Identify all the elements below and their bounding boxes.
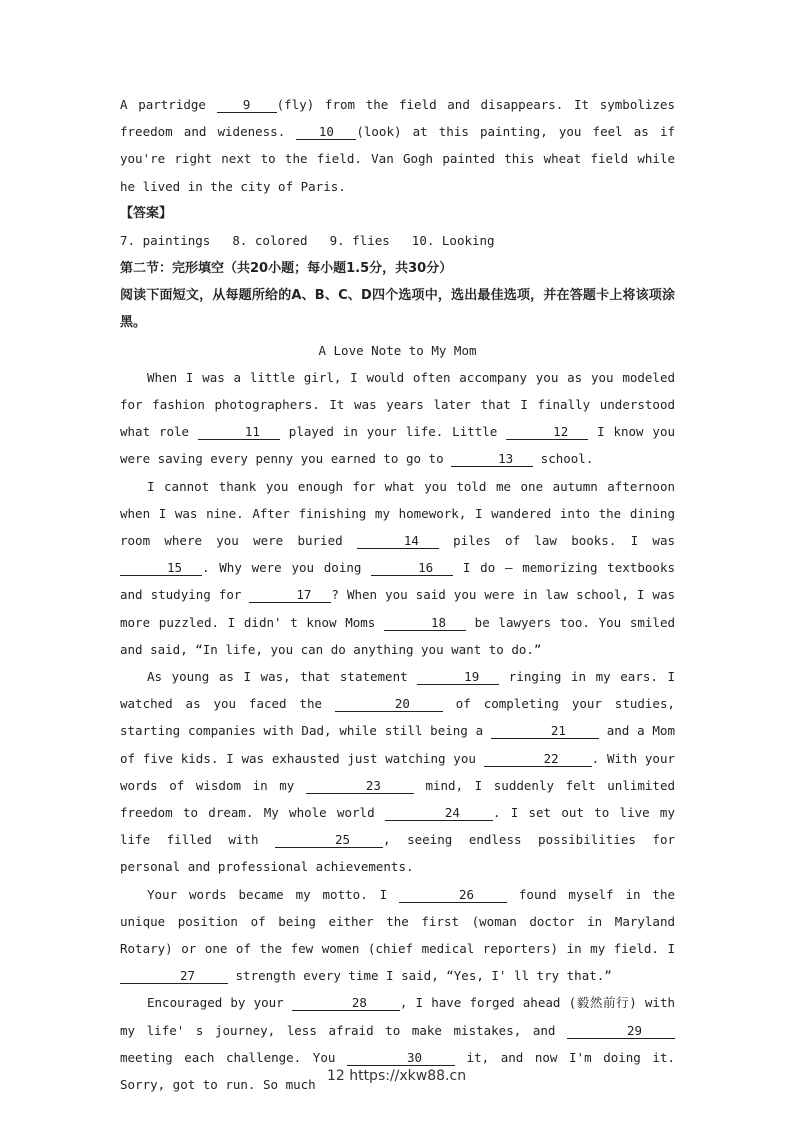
text-run: played in your life. Little <box>279 424 507 440</box>
blank-11: 11 <box>198 425 280 440</box>
answer-list <box>120 227 675 254</box>
text-run: it, and now I'm doing it. Sorry, got to run. So much <box>120 1049 676 1093</box>
cloze-section <box>120 255 675 1098</box>
text-run: . I set out to live my life filled with <box>120 805 675 848</box>
text-run: , seeing endless possibilities for personal and professional achievements. <box>120 832 676 875</box>
blank-23: 23 <box>306 779 414 794</box>
answer-item: 10. Looking <box>411 233 495 249</box>
blank-15: 15 <box>120 561 202 576</box>
blank-17: 17 <box>249 588 331 603</box>
text-run: When I was a little girl, I would often accompany you as you modeled for fashion photographers. It was years later that I finally understood what role <box>120 369 675 440</box>
passage-top <box>120 91 675 254</box>
blank-9: 9 <box>217 98 277 113</box>
essay-paragraph-3 <box>120 663 675 881</box>
blank-10: 10 <box>296 125 356 140</box>
section-instruction: 阅读下面短文，从每题所给的A、B、C、D四个选项中，选出最佳选项，并在答题卡上将该项涂黑。 <box>120 288 675 331</box>
text-run: school. <box>533 451 594 467</box>
essay-title: A Love Note to My Mom <box>318 342 477 358</box>
text-run: piles of law books. I was <box>438 533 675 549</box>
answer-item: 8. colored <box>232 233 308 249</box>
text-run: strength every time I said, “Yes, I' ll try that.” <box>228 968 612 984</box>
blank-14: 14 <box>357 534 439 549</box>
text-run: (fly) from the field and disappears. It symbolizes freedom and wideness. <box>120 97 675 140</box>
blank-18: 18 <box>384 616 466 631</box>
essay-paragraph-2 <box>120 473 675 663</box>
text-run: mind, I suddenly felt unlimited freedom to dream. My whole world <box>120 777 675 821</box>
blank-30: 30 <box>347 1051 455 1066</box>
answer-item: 9. flies <box>329 233 390 249</box>
blank-29: 29 <box>567 1024 675 1039</box>
text-run: meeting each challenge. You <box>120 1049 347 1065</box>
blank-22: 22 <box>484 752 592 767</box>
blank-28: 28 <box>292 996 400 1011</box>
blank-19: 19 <box>417 670 499 685</box>
blank-27: 27 <box>120 969 228 984</box>
answer-heading: 【答案】 <box>120 205 173 221</box>
text-run: I cannot thank you enough for what you told me one autumn afternoon when I was nine. After finishing my homework, I wandered into the dining room where you were buried <box>120 478 675 549</box>
text-run: and a Mom of five kids. I was exhausted just watching you <box>120 723 675 766</box>
text-run: I know you were saving every penny you earned to go to <box>120 424 675 467</box>
text-run: ? When you said you were in law school, I was more puzzled. I didn' t know Moms <box>120 587 676 630</box>
blank-20: 20 <box>335 697 443 712</box>
page-footer: 12 https://xkw88.cn <box>326 1068 467 1084</box>
text-run: I do — memorizing textbooks and studying for <box>120 560 675 603</box>
text-run: A partridge <box>120 97 217 112</box>
text-run: Your words became my motto. I <box>147 886 399 902</box>
blank-21: 21 <box>491 724 599 739</box>
blank-13: 13 <box>451 452 533 467</box>
blank-24: 24 <box>385 806 493 821</box>
text-run: , I have forged ahead (毅然前行) with my life' s journey, less afraid to make mistakes, and <box>120 995 675 1038</box>
text-run: As young as I was, that statement <box>147 669 418 685</box>
text-run: . Why were you doing <box>202 560 372 576</box>
blank-12: 12 <box>506 425 588 440</box>
text-run: be lawyers too. You smiled and said, “In life, you can do anything you want to do.” <box>120 614 675 657</box>
section-heading: 第二节：完形填空（共20小题；每小题1.5分，共30分） <box>120 261 453 276</box>
text-run: . With your words of wisdom in my <box>120 750 675 793</box>
blank-26: 26 <box>399 888 507 903</box>
answer-item: 7. paintings <box>120 233 211 249</box>
text-run: (look) at this painting, you feel as if you're right next to the field. Van Gogh painted this wheat field while he lived in the city of Paris. <box>120 124 675 194</box>
blank-16: 16 <box>371 561 453 576</box>
passage-paragraph <box>120 91 675 200</box>
text-run: ringing in my ears. I watched as you faced the <box>120 669 675 712</box>
blank-25: 25 <box>275 833 383 848</box>
text-run: found myself in the unique position of being either the first (woman doctor in Maryland Rotary) or one of the few women (chief medical reporters) in my field. I <box>120 886 675 957</box>
text-run: Encouraged by your <box>147 995 292 1011</box>
text-run: of completing your studies, starting companies with Dad, while still being a <box>120 696 675 739</box>
essay-paragraph-1 <box>120 364 675 473</box>
essay-paragraph-4 <box>120 881 675 990</box>
